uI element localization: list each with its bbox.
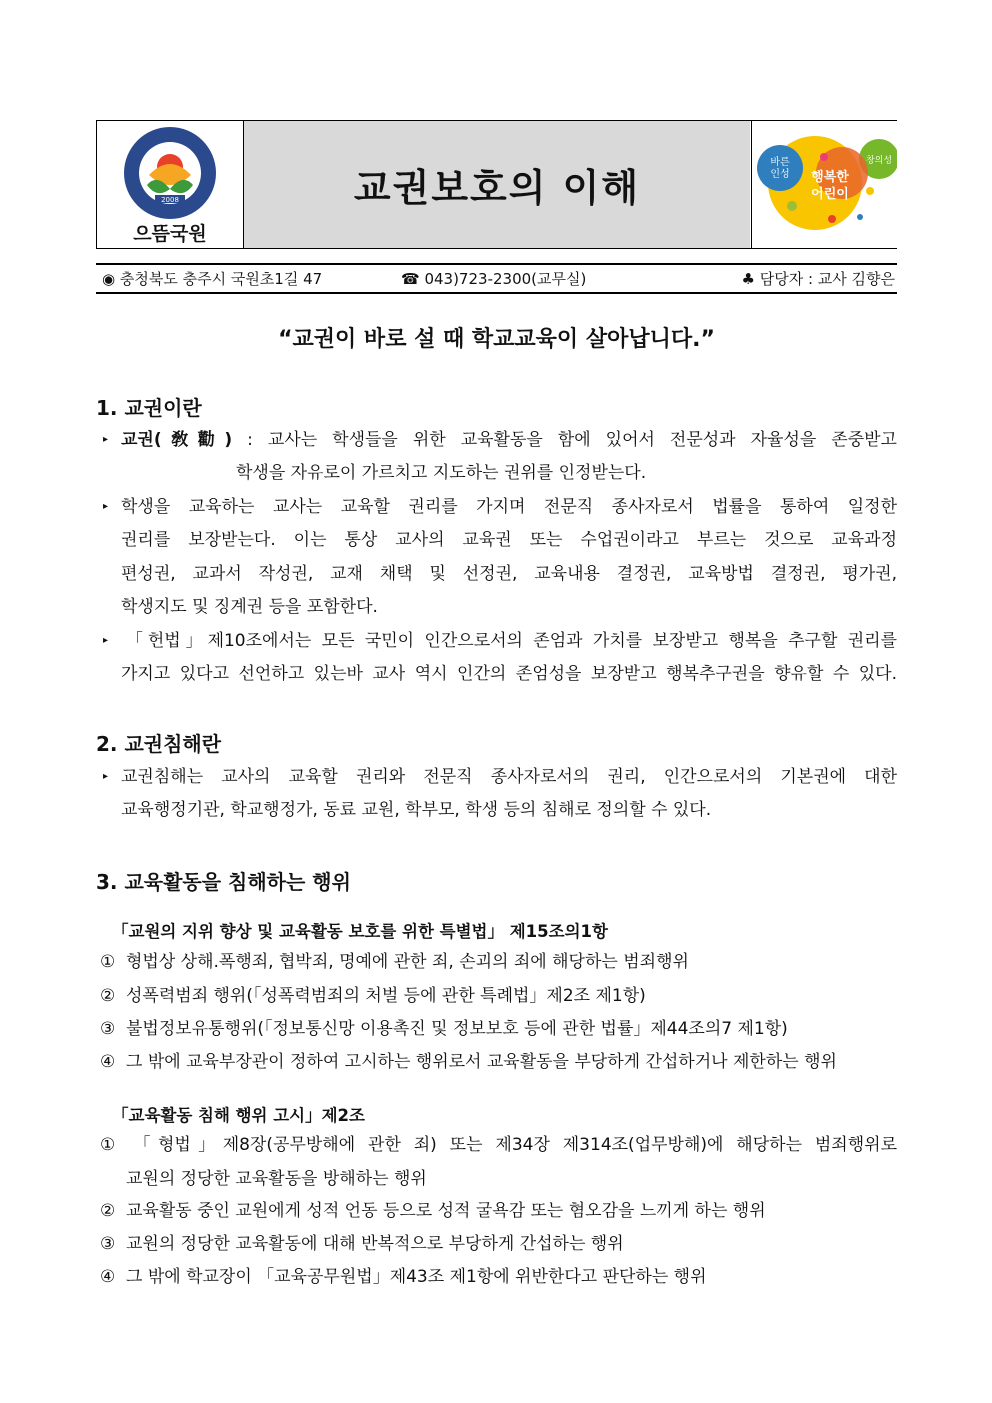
school-logo-box — [97, 121, 244, 248]
section-3-heading: 3. 교육활동을 침해하는 행위 — [96, 870, 351, 894]
motto-center-2: 어린이 — [811, 187, 849, 202]
school-phone: ☎ 043)723-2300(교무실) — [401, 270, 587, 288]
s1-def-term: 교권(敎勸) — [121, 429, 233, 450]
law2-item-1: ① 「형법」제8장(공무방해에 관한 죄) 또는 제34장 제314조(업무방해)에 해당하는 범죄행위로 교원의 정당한 교육활동을 방해하는 행위 — [100, 1135, 897, 1189]
s1-p3-line1: 「헌법」제10조에서는 모든 국민이 인간으로서의 존엄과 가치를 보장받고 행복을 추구할 권리를 — [121, 630, 897, 651]
bullet-icon: ▸ — [103, 501, 109, 512]
law1-title: 「교원의 지위 향상 및 교육활동 보호를 위한 특별법」 제15조의1항 — [112, 922, 608, 941]
school-address: ◉ 충청북도 충주시 국원초1길 47 — [102, 270, 323, 288]
logo-caption: 으뜸국원 — [133, 223, 207, 245]
s1-definition — [103, 423, 897, 491]
motto-graphic-box — [751, 121, 897, 248]
s1-paragraph-3 — [103, 624, 897, 692]
s1-paragraph-2 — [103, 490, 897, 625]
motto-graphic — [752, 121, 897, 248]
section-2-heading: 2. 교권침해란 — [96, 732, 222, 756]
motto-left-1: 바른 — [770, 157, 790, 168]
law1-item-1: ① 형법상 상해.폭행죄, 협박죄, 명예에 관한 죄, 손괴의 죄에 해당하는 범죄행위 — [100, 952, 689, 972]
law1-item-2: ② 성폭력범죄 행위(「성폭력범죄의 처벌 등에 관한 특례법」제2조 제1항) — [100, 986, 646, 1006]
s1-def-line2: 학생을 자유로이 가르치고 지도하는 권위를 인정받는다. — [236, 463, 647, 484]
motto-center-1: 행복한 — [811, 170, 849, 185]
logo-year: 2008 — [161, 196, 179, 204]
law2-item-4: ④ 그 밖에 학교장이 「교육공무원법」제43조 제1항에 위반한다고 판단하는 행위 — [100, 1267, 707, 1287]
slogan: “교권이 바로 설 때 학교교육이 살아납니다.” — [278, 327, 715, 352]
law2-title: 「교육활동 침해 행위 고시」제2조 — [112, 1106, 365, 1125]
bullet-icon: ▸ — [103, 635, 109, 646]
s1-p2-line4: 학생지도 및 징계권 등을 포함한다. — [121, 597, 378, 618]
bullet-icon: ▸ — [103, 771, 109, 782]
s1-p2-line3: 편성권, 교과서 작성권, 교재 채택 및 선정권, 교육내용 결정권, 교육방법 결정권, 평가권, — [121, 563, 897, 584]
law1-item-3: ③ 불법정보유통행위(「정보통신망 이용촉진 및 정보보호 등에 관한 법률」제44조의7 제1항) — [100, 1019, 788, 1039]
s1-p2-line1: 학생을 교육하는 교사는 교육할 권리를 가지며 전문직 종사자로서 법률을 통하여 일정한 — [121, 496, 897, 517]
page-title: 교권보호의 이해 — [353, 166, 641, 210]
school-emblem — [97, 123, 243, 223]
motto-right: 창의성 — [865, 156, 893, 166]
section-1-heading: 1. 교권이란 — [96, 396, 202, 420]
bullet-icon: ▸ — [103, 434, 109, 445]
motto-left-2: 인성 — [770, 169, 790, 180]
s1-def-line1: : 교사는 학생들을 위한 교육활동을 함에 있어서 전문성과 자율성을 존중받고 — [232, 429, 897, 450]
title-box — [244, 121, 750, 248]
s2-paragraph-1 — [103, 760, 897, 828]
s1-p3-line2: 가지고 있다고 선언하고 있는바 교사 역시 인간의 존엄성을 보장받고 행복추구권을 향유할 수 있다. — [121, 664, 897, 685]
s1-p2-line2: 권리를 보장받는다. 이는 통상 교사의 교육권 또는 수업권이라고 부르는 것으로 교육과정 — [121, 530, 897, 551]
s2-p1-line1: 교권침해는 교사의 교육할 권리와 전문직 종사자로서의 권리, 인간으로서의 기본권에 대한 — [121, 766, 897, 787]
contact-info-bar — [96, 263, 897, 294]
person-in-charge: ♣ 담당자 : 교사 김향은 — [741, 270, 895, 288]
s2-p1-line2: 교육행정기관, 학교행정가, 동료 교원, 학부모, 학생 등의 침해로 정의할 수 있다. — [121, 800, 712, 821]
document-header — [96, 120, 897, 249]
law2-item-3: ③ 교원의 정당한 교육활동에 대해 반복적으로 부당하게 간섭하는 행위 — [100, 1234, 624, 1254]
law1-item-4: ④ 그 밖에 교육부장관이 정하여 고시하는 행위로서 교육활동을 부당하게 간섭하거나 제한하는 행위 — [100, 1052, 837, 1072]
law2-item-2: ② 교육활동 중인 교원에게 성적 언동 등으로 성적 굴욕감 또는 혐오감을 느끼게 하는 행위 — [100, 1201, 766, 1221]
